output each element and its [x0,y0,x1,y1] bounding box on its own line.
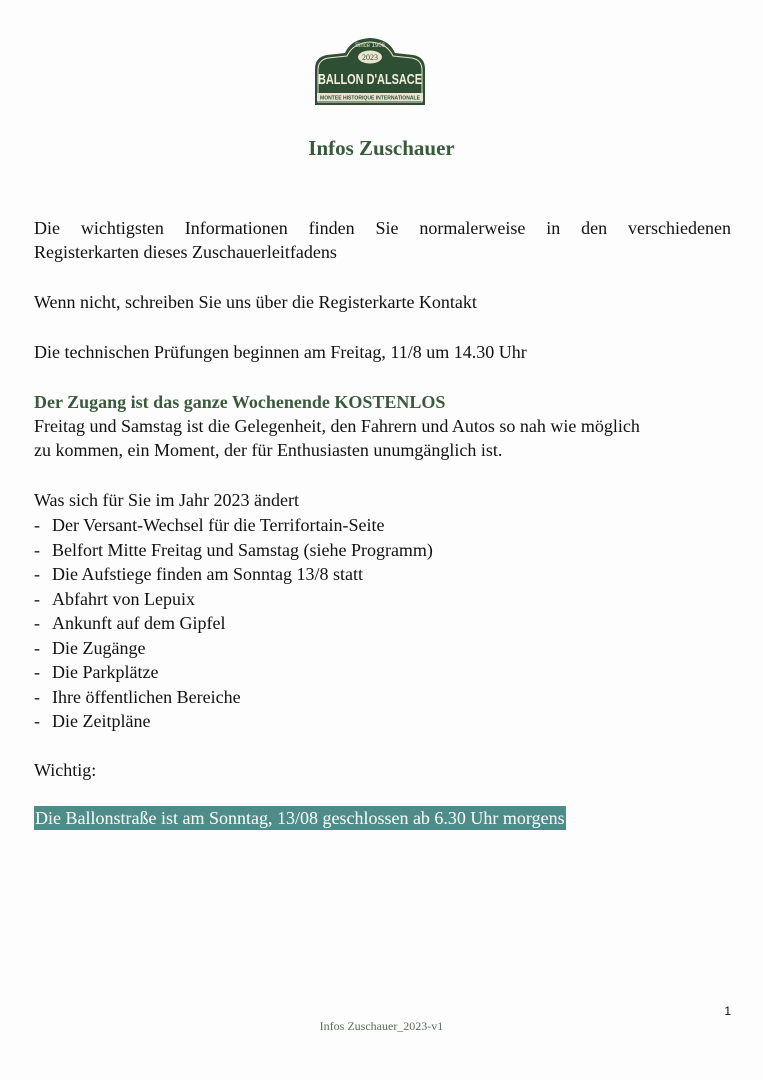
bullet-dash: - [34,588,40,609]
list-item [34,513,433,538]
bullet-dash: - [34,539,40,560]
logo-year: 2023 [362,53,378,62]
list-item [34,538,433,563]
list-item [34,660,433,685]
bullet-dash: - [34,637,40,658]
tech-paragraph: Die technischen Prüfungen beginnen am Freitag, 11/8 um 14.30 Uhr [34,342,527,362]
list-item-text: Die Zeitpläne [52,711,151,731]
list-item-text: Abfahrt von Lepuix [52,588,195,609]
bullet-dash: - [34,613,40,633]
important-label: Wichtig: [34,760,97,780]
changes-list [34,513,433,734]
bullet-dash: - [34,662,40,682]
list-item [34,709,433,734]
intro-line-2: Registerkarten dieses Zuschauerleitfadens [34,242,337,262]
intro-line-1: Die wichtigsten Informationen finden Sie normalerweise in den verschiedenen [34,218,731,238]
page-title: Infos Zuschauer [308,136,455,160]
list-item [34,685,433,710]
logo-name: BALLON D'ALSACE [318,72,423,88]
list-item-text: Ihre öffentlichen Bereiche [52,686,241,707]
access-line-1: Freitag und Samstag ist die Gelegenheit, den Fahrern und Autos so nah wie möglich [34,416,640,436]
list-item-text: Ankunft auf dem Gipfel [52,613,226,633]
list-item-text: Belfort Mitte Freitag und Samstag (siehe Programm) [52,539,433,560]
list-item-text: Der Versant-Wechsel für die Terrifortain-Seite [52,515,385,535]
ballon-dalsace-logo [309,35,431,109]
list-item [34,562,433,587]
road-closure-notice: Die Ballonstraße ist am Sonntag, 13/08 geschlossen ab 6.30 Uhr morgens [35,808,565,828]
document-footer: Infos Zuschauer_2023-v1 [319,1019,444,1033]
list-item [34,636,433,661]
list-item-text: Die Aufstiege finden am Sonntag 13/8 statt [52,564,363,584]
changes-intro: Was sich für Sie im Jahr 2023 ändert [34,490,299,510]
bullet-dash: - [34,686,40,707]
access-heading: Der Zugang ist das ganze Wochenende KOSTENLOS [34,392,446,412]
page-number: 1 [724,1004,731,1018]
bullet-dash: - [34,564,40,584]
access-line-2: zu kommen, ein Moment, der für Enthusiasten unumgänglich ist. [34,440,503,460]
list-item [34,587,433,612]
bullet-dash: - [34,515,40,535]
contact-paragraph: Wenn nicht, schreiben Sie uns über die Registerkarte Kontakt [34,292,477,312]
logo-tagline: MONTEE HISTORIQUE INTERNATIONALE [320,95,421,102]
list-item-text: Die Parkplätze [52,662,159,682]
bullet-dash: - [34,711,40,731]
logo-since: Since 1906 [354,43,386,49]
list-item-text: Die Zugänge [52,637,146,658]
list-item [34,611,433,636]
